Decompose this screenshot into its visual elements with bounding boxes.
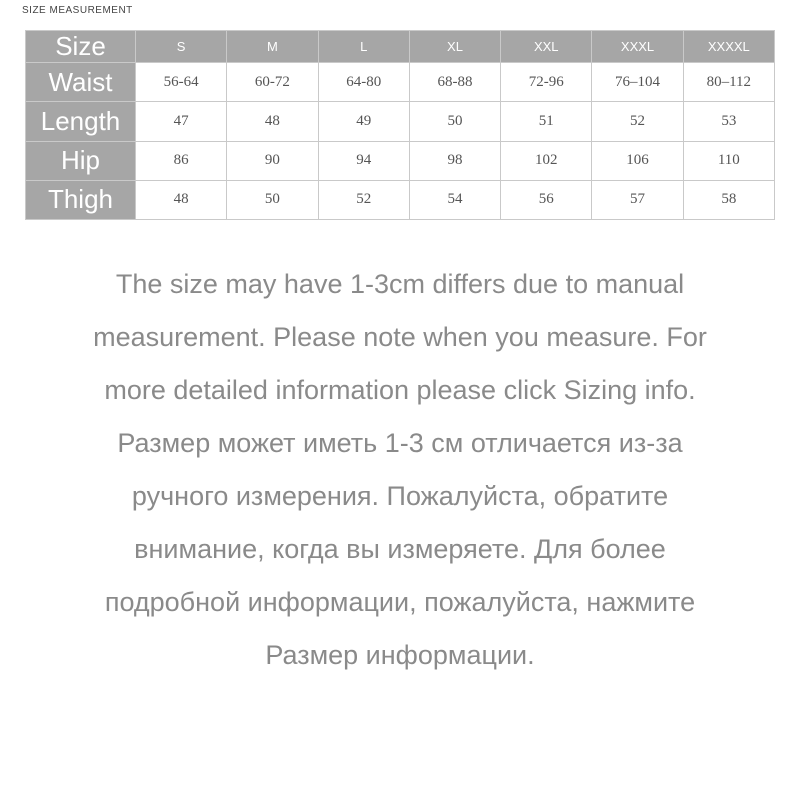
size-header-cell: XXXL <box>592 31 683 63</box>
size-header-cell: XXL <box>501 31 592 63</box>
size-header-label: Size <box>26 31 136 63</box>
size-measurement-caption: SIZE MEASUREMENT <box>22 5 133 16</box>
table-cell: 60-72 <box>227 63 318 102</box>
sizing-notice <box>40 258 760 682</box>
table-cell: 58 <box>683 180 774 219</box>
table-cell: 48 <box>227 102 318 141</box>
table-cell: 54 <box>409 180 500 219</box>
table-cell: 57 <box>592 180 683 219</box>
table-row-length <box>26 102 775 141</box>
table-cell: 48 <box>136 180 227 219</box>
notice-line: внимание, когда вы измеряете. Для более <box>134 534 666 564</box>
notice-line: ручного измерения. Пожалуйста, обратите <box>131 481 669 511</box>
row-label-waist: Waist <box>26 63 136 102</box>
table-cell: 98 <box>409 141 500 180</box>
table-cell: 47 <box>136 102 227 141</box>
table-cell: 52 <box>318 180 409 219</box>
size-header-cell: S <box>136 31 227 63</box>
row-label-thigh: Thigh <box>26 180 136 219</box>
table-cell: 106 <box>592 141 683 180</box>
table-cell: 56 <box>501 180 592 219</box>
size-header-cell: L <box>318 31 409 63</box>
table-cell: 72-96 <box>501 63 592 102</box>
notice-line: подробной информации, пожалуйста, нажмите <box>104 587 696 617</box>
table-cell: 110 <box>683 141 774 180</box>
table-cell: 80–112 <box>683 63 774 102</box>
table-cell: 86 <box>136 141 227 180</box>
notice-line: Размер может иметь 1-3 см отличается из-за <box>117 428 683 458</box>
table-cell: 68-88 <box>409 63 500 102</box>
size-header-cell: M <box>227 31 318 63</box>
table-row-thigh <box>26 180 775 219</box>
size-header-row <box>26 31 775 63</box>
table-row-hip <box>26 141 775 180</box>
size-chart-table <box>25 30 775 220</box>
table-cell: 51 <box>501 102 592 141</box>
row-label-length: Length <box>26 102 136 141</box>
table-cell: 49 <box>318 102 409 141</box>
table-cell: 52 <box>592 102 683 141</box>
size-header-cell: XXXXL <box>683 31 774 63</box>
table-cell: 90 <box>227 141 318 180</box>
table-cell: 102 <box>501 141 592 180</box>
notice-line: measurement. Please note when you measure. For <box>93 322 707 352</box>
table-cell: 64-80 <box>318 63 409 102</box>
table-row-waist <box>26 63 775 102</box>
table-cell: 76–104 <box>592 63 683 102</box>
table-cell: 56-64 <box>136 63 227 102</box>
table-cell: 94 <box>318 141 409 180</box>
size-header-cell: XL <box>409 31 500 63</box>
notice-line: Размер информации. <box>265 640 535 670</box>
table-cell: 50 <box>409 102 500 141</box>
notice-line: more detailed information please click Sizing info. <box>104 375 696 405</box>
table-cell: 53 <box>683 102 774 141</box>
table-cell: 50 <box>227 180 318 219</box>
notice-line: The size may have 1-3cm differs due to manual <box>115 269 685 299</box>
row-label-hip: Hip <box>26 141 136 180</box>
